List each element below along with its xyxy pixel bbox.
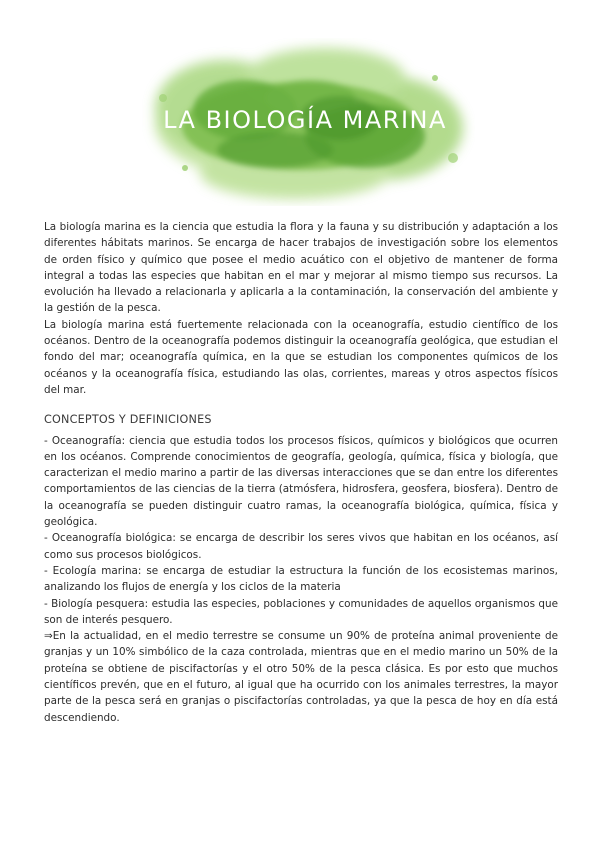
- definition-item: - Ecología marina: se encarga de estudiar la estructura la función de los ecosistemas marinos, analizando los flujos de energía y los ciclos de la materia: [44, 564, 558, 594]
- intro-paragraph: La biología marina está fuertemente relacionada con la oceanografía, estudio científico de los océanos. Dentro de la oceanografía podemos distinguir la oceanografía geológica, que estudian el fondo del mar; oceanografía química, en la que se estudian los componentes químicos de los océanos y la oceanografía física, estudiando las olas, corrientes, mareas y otros aspectos físicos del mar.: [44, 318, 558, 396]
- title-banner: [135, 38, 475, 206]
- definition-item: - Biología pesquera: estudia las especies, poblaciones y comunidades de aquellos organismos que son de interés pesquero.: [44, 597, 558, 626]
- intro-paragraph: La biología marina es la ciencia que estudia la flora y la fauna y su distribución y adaptación a los diferentes hábitats marinos. Se encarga de hacer trabajos de investigación sobre los elementos de orden físico y químico que posee el medio acuático con el objetivo de mantener de forma integral a todas las especies que habitan en el mar y mejorar al mismo tiempo sus recursos. La evolución ha llevado a relacionarla y aplicarla a la contaminación, la conservación del ambiente y la gestión de la pesca.: [44, 221, 558, 315]
- section-heading: CONCEPTOS Y DEFINICIONES: [44, 413, 212, 427]
- document-body: [44, 219, 558, 726]
- definition-item: - Oceanografía: ciencia que estudia todos los procesos físicos, químicos y biológicos que ocurren en los océanos. Comprende conocimientos de geografía, geología, química, física y biología, que caracterizan el medio marino a partir de las diversas interacciones que se dan entre los diferentes comportamientos de las ciencias de la tierra (atmósfera, hidrosfera, geosfera, biosfera). Dentro de la oceanografía se pueden distinguir cuatro ramas, la oceanografía biológica, química, física y geológica.: [44, 434, 559, 529]
- page-title: LA BIOLOGÍA MARINA: [163, 106, 447, 134]
- definition-item: - Oceanografía biológica: se encarga de describir los seres vivos que habitan en los océanos, así como sus procesos biológicos.: [44, 532, 558, 561]
- conclusion-paragraph: ⇒En la actualidad, en el medio terrestre se consume un 90% de proteína animal proveniente de granjas y un 10% simbólico de la caza controlada, mientras que en el medio marino un 50% de la proteína se obtiene de piscifactorías y el otro 50% de la pesca clásica. Es por esto que muchos científicos prevén, que en el futuro, al igual que ha ocurrido con los animales terrestres, la mayor parte de la pesca será en granjas o piscifactorías controladas, ya que la pesca de hoy en día está descendiendo.: [44, 630, 558, 724]
